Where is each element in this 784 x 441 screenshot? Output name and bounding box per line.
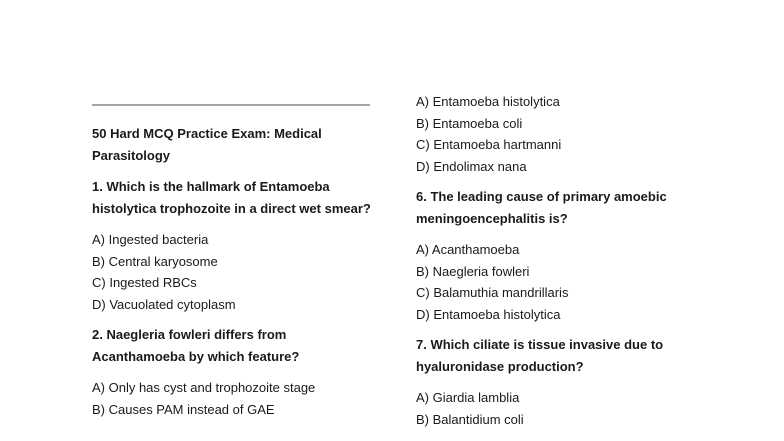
q6-option-c: C) Balamuthia mandrillaris bbox=[416, 285, 569, 300]
question-1: 1. Which is the hallmark of Entamoeba histolytica trophozoite in a direct wet smear? bbox=[92, 179, 371, 216]
q6-option-b: B) Naegleria fowleri bbox=[416, 263, 530, 279]
q2-option-a: A) Only has cyst and trophozoite stage bbox=[92, 380, 316, 395]
question-2: 2. Naegleria fowleri differs from Acanthamoeba by which feature? bbox=[92, 327, 300, 364]
q1-option-d: D) Vacuolated cytoplasm bbox=[92, 296, 236, 312]
question-2-options bbox=[92, 377, 372, 420]
q5-option-a: A) Entamoeba histolytica bbox=[416, 94, 560, 109]
q1-option-a: A) Ingested bacteria bbox=[92, 232, 209, 247]
header-divider bbox=[92, 104, 370, 106]
q6-option-d: D) Entamoeba histolytica bbox=[416, 306, 561, 322]
q7-option-a: A) Giardia lamblia bbox=[416, 390, 520, 405]
question-5-options bbox=[416, 91, 716, 177]
page-title: 50 Hard MCQ Practice Exam: Medical Parasitology bbox=[92, 126, 322, 163]
question-1-options bbox=[92, 229, 372, 315]
q5-option-b: B) Entamoeba coli bbox=[416, 115, 523, 131]
right-column bbox=[416, 91, 716, 439]
left-column bbox=[92, 123, 372, 429]
question-7-options bbox=[416, 387, 716, 430]
question-6: 6. The leading cause of primary amoebic meningoencephalitis is? bbox=[416, 189, 667, 226]
question-7: 7. Which ciliate is tissue invasive due to hyaluronidase production? bbox=[416, 337, 664, 374]
q6-option-a: A) Acanthamoeba bbox=[416, 242, 520, 257]
q7-option-b: B) Balantidium coli bbox=[416, 411, 524, 427]
q1-option-c: C) Ingested RBCs bbox=[92, 275, 197, 290]
q5-option-d: D) Endolimax nana bbox=[416, 158, 527, 174]
q5-option-c: C) Entamoeba hartmanni bbox=[416, 137, 562, 152]
question-6-options bbox=[416, 239, 716, 325]
q2-option-b: B) Causes PAM instead of GAE bbox=[92, 401, 275, 417]
q1-option-b: B) Central karyosome bbox=[92, 253, 218, 269]
